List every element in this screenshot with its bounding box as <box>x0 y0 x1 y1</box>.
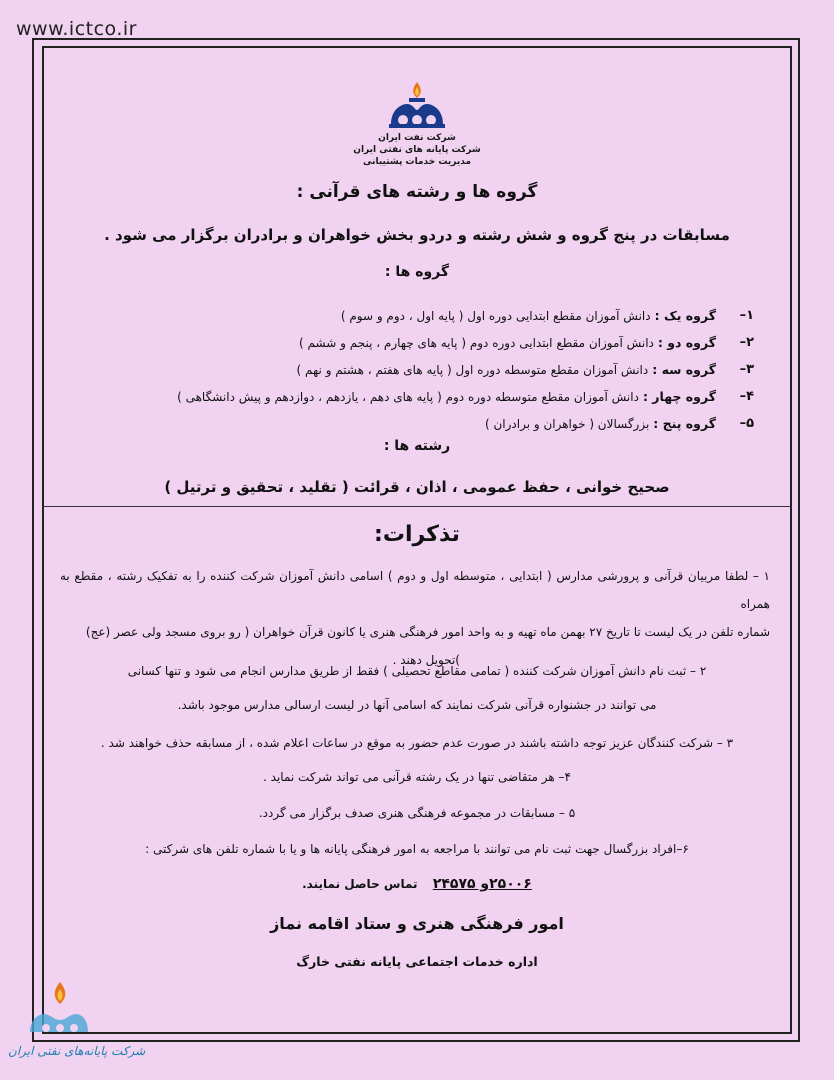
note-6-line-2 <box>42 876 792 892</box>
note-4: ۴– هر متقاضی تنها در یک رشته قرآنی می تواند شرکت نماید . <box>263 770 571 784</box>
company-line-1: شرکت نفت ایران <box>378 133 456 143</box>
page-title: گروه ها و رشته های قرآنی : <box>296 182 538 202</box>
list-item <box>114 383 754 410</box>
group-number: ۲– <box>739 335 754 350</box>
section-divider <box>42 506 792 507</box>
footer-org: امور فرهنگی هنری و ستاد اقامه نماز <box>270 914 564 933</box>
watermark-url: www.ictco.ir <box>16 18 137 40</box>
list-item <box>114 329 754 356</box>
note-2-line-2: می توانند در جشنواره قرآنی شرکت نمایند که اسامی آنها در لیست ارسالی مدارس موجود باشد. <box>177 698 657 712</box>
watermark-logo-icon <box>8 980 88 1044</box>
group-desc: دانش آموزان مقطع متوسطه دوره اول ( پایه های هفتم ، هشتم و نهم ) <box>296 362 649 377</box>
group-name: گروه پنج : <box>653 416 716 431</box>
group-name: گروه چهار : <box>642 389 716 404</box>
fields-heading: رشته ها : <box>383 438 451 454</box>
group-number: ۵– <box>739 416 754 431</box>
notes-title: تذکرات: <box>374 522 460 547</box>
group-name: گروه سه : <box>652 362 716 377</box>
intro-text: مسابقات در پنج گروه و شش رشته و دردو بخش خواهران و برادران برگزار می شود . <box>104 226 730 244</box>
group-name: گروه دو : <box>657 335 716 350</box>
watermark-text: شرکت پایانه‌های نفتی ایران <box>8 1044 146 1058</box>
fields-text: صحیح خوانی ، حفظ عمومی ، اذان ، قرائت ( تقلید ، تحقیق و ترتیل ) <box>164 478 670 496</box>
group-desc: دانش آموزان مقطع ابتدایی دوره اول ( پایه اول ، دوم و سوم ) <box>340 308 651 323</box>
group-name: گروه یک : <box>654 308 716 323</box>
group-number: ۱– <box>739 308 754 323</box>
group-number: ۴– <box>739 389 754 404</box>
list-item <box>114 302 754 329</box>
note-1-line-2: شماره تلفن در یک لیست تا تاریخ ۲۷ بهمن ماه تهیه و به واحد امور فرهنگی هنری یا کانون قرآن خواهران ( رو بروی مسجد ولی عصر (عج) <box>85 625 770 639</box>
note-3: ۳ – شرکت کنندگان عزیز توجه داشته باشند در صورت عدم حضور به موقع در ساعات اعلام شده ، از مسابقه حذف خواهند شد . <box>100 736 734 750</box>
document <box>42 46 792 1034</box>
footer-dept: اداره خدمات اجتماعی پایانه نفتی خارگ <box>296 954 538 969</box>
company-line-3: مدیریت خدمات پشتیبانی <box>362 157 472 167</box>
note-5: ۵ – مسابقات در مجموعه فرهنگی هنری صدف برگزار می گردد. <box>258 806 576 820</box>
note-1 <box>60 562 770 674</box>
list-item <box>114 410 754 437</box>
note-2-line-1: ۲ – ثبت نام دانش آموزان شرکت کننده ( تمامی مقاطع تحصیلی ) فقط از طریق مدارس انجام می شود و تنها کسانی <box>127 664 707 678</box>
group-number: ۳– <box>739 362 754 377</box>
note-6-line-1: ۶–افراد بزرگسال جهت ثبت نام می توانند با مراجعه به امور فرهنگی پایانه ها و یا با شماره تلفن های شرکتی : <box>145 842 689 856</box>
note-1-line-3: )تحویل دهند . <box>392 653 460 667</box>
list-item <box>114 356 754 383</box>
phone-numbers: ۲۵۰۰۶و ۲۴۵۷۵ <box>432 876 532 892</box>
group-desc: دانش آموزان مقطع ابتدایی دوره دوم ( پایه های چهارم ، پنجم و ششم ) <box>299 335 654 350</box>
nioc-logo-icon <box>385 80 449 132</box>
groups-list <box>114 302 754 437</box>
note-1-line-1: ۱ – لطفا مربیان قرآنی و پرورشی مدارس ( ابتدایی ، متوسطه اول و دوم ) اسامی دانش آموزان شرکت کننده را به تفکیک رشته ، مقطع به همراه <box>60 569 770 611</box>
note-6-contact-text: تماس حاصل نمایند. <box>302 877 418 891</box>
group-desc: بزرگسالان ( خواهران و برادران ) <box>484 416 650 431</box>
company-logo-block <box>42 80 792 168</box>
company-line-2: شرکت پایانه های نفتی ایران <box>353 145 481 155</box>
group-desc: دانش آموزان مقطع متوسطه دوره دوم ( پایه های دهم ، یازدهم ، دوازدهم و پیش دانشگاهی ) <box>177 389 639 404</box>
groups-heading: گروه ها : <box>384 264 450 280</box>
